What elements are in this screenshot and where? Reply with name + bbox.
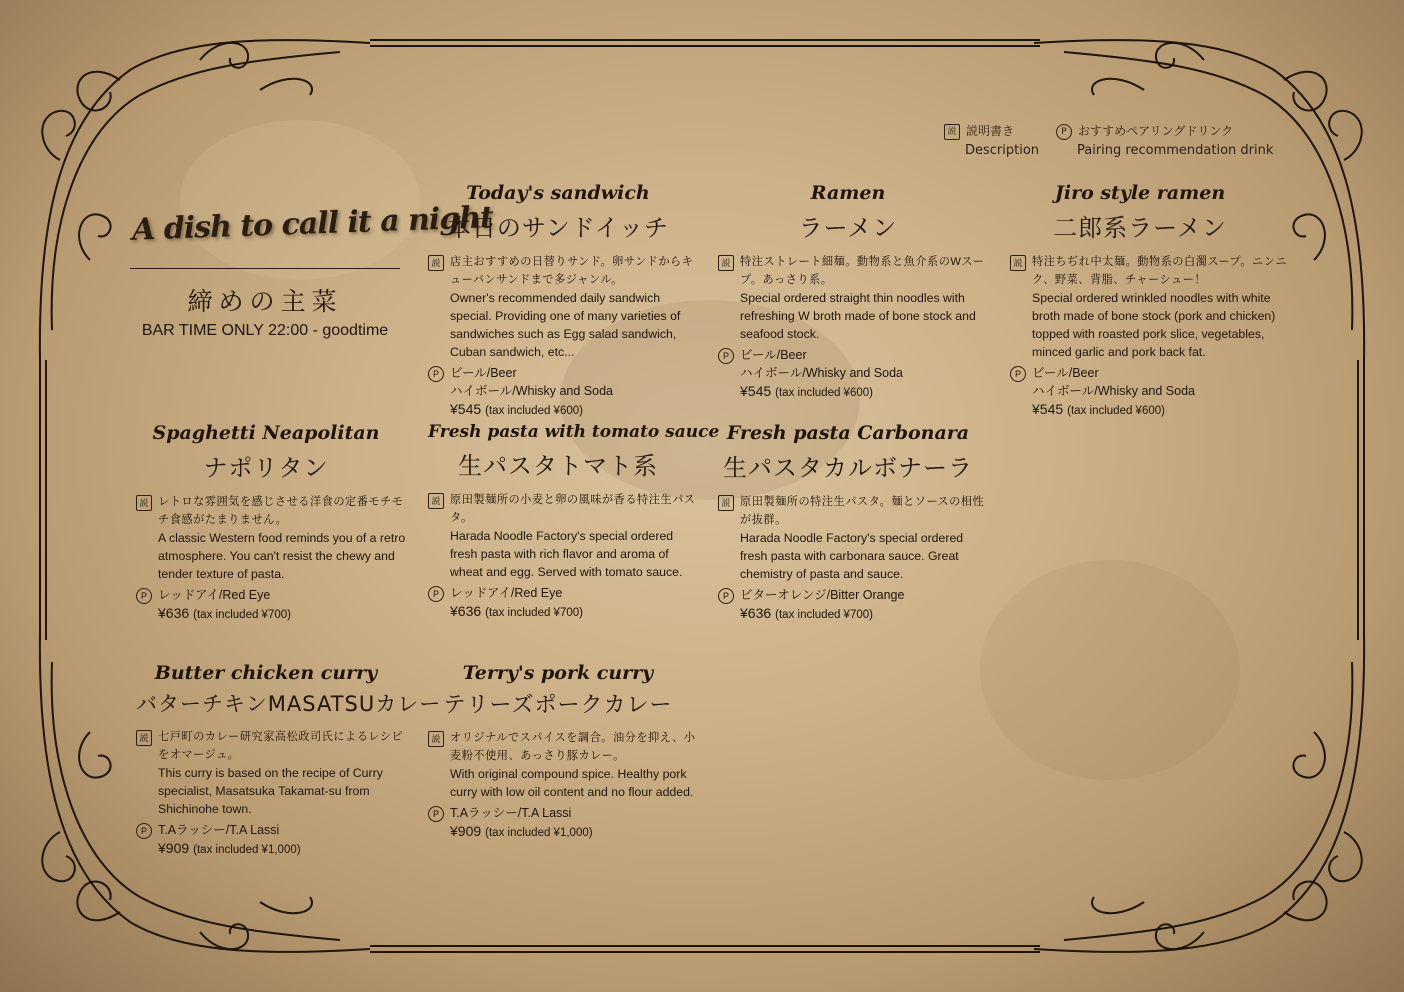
pairing-icon: P [718,588,734,604]
description-icon: 説 [1010,255,1026,271]
menu-item-terrys-pork-curry [428,662,698,842]
description-en: A classic Western food reminds you of a retro atmosphere. You can't resist the chewy and tender texture of pasta. [158,531,406,581]
item-name-en: Jiro style ramen [1054,182,1226,204]
item-name-jp: 生パスタトマト系 [458,452,658,480]
item-price [1032,400,1195,420]
description-icon: 説 [718,495,734,511]
legend-description-jp: 説明書き [966,124,1015,138]
item-name-jp: ラーメン [798,214,898,242]
description-en: With original compound spice. Healthy pork curry with low oil content and no flour added. [450,767,694,799]
legend-pairing [1056,122,1273,158]
legend-pairing-en: Pairing recommendation drink [1077,142,1274,158]
item-name-en: Today's sandwich [466,182,650,204]
title-divider [130,268,400,269]
item-pairing [428,364,698,420]
corner-flourish-bottom-right [1034,632,1364,952]
description-icon: 説 [718,255,734,271]
legend-pairing-jp: おすすめペアリングドリンク [1078,124,1234,138]
pairing-drink-2: ハイボール/Whisky and Soda [450,384,613,398]
price-value: ¥636 [158,605,190,621]
item-name-en: Fresh pasta Carbonara [726,422,970,444]
item-name-jp: ナポリタン [203,454,329,482]
price-value: ¥545 [1032,401,1064,417]
item-price [158,604,291,624]
item-pairing [718,346,988,402]
pairing-icon: P [428,586,444,602]
item-price [740,604,904,624]
menu-item-ramen [718,182,988,402]
description-jp: 原田製麺所の特注生パスタ。麺とソースの相性が抜群。 [740,496,985,526]
item-name-en: Fresh pasta with tomato sauce [428,422,720,442]
pairing-drink-2: ハイボール/Whisky and Soda [1032,384,1195,398]
price-value: ¥909 [158,840,190,856]
item-description [428,491,698,581]
item-pairing [428,804,698,842]
menu-item-fresh-pasta-tomato [428,422,720,622]
item-price [450,400,613,420]
price-value: ¥636 [740,605,772,621]
pairing-drink: ビール/Beer [740,348,807,362]
pairing-icon: P [718,348,734,364]
description-en: Harada Noodle Factory's special ordered fresh pasta with carbonara sauce. Great chemistry of pasta and sauce. [740,531,964,581]
price-value: ¥909 [450,823,482,839]
description-en: Owner's recommended daily sandwich special. Providing one of many varieties of sandwiches such as Egg salad sandwich, Cuban sandwich, etc... [450,291,681,359]
price-value: ¥545 [740,383,772,399]
description-jp: オリジナルでスパイスを調合。油分を抑え、小麦粉不使用、あっさり豚カレー。 [450,732,696,762]
price-tax: (tax included ¥1,000) [485,827,593,839]
item-description [718,253,988,343]
item-price [740,382,903,402]
pairing-icon: P [1056,124,1072,140]
price-tax: (tax included ¥600) [485,405,583,417]
price-tax: (tax included ¥600) [775,387,873,399]
item-name-en: Terry's pork curry [462,662,654,684]
pairing-icon: P [428,366,444,382]
item-name-en: Spaghetti Neapolitan [152,422,380,444]
description-en: This curry is based on the recipe of Curry specialist, Masatsuka Takamat-su from Shichinohe town. [158,766,383,816]
description-icon: 説 [136,730,152,746]
bar-time: BAR TIME ONLY 22:00 - goodtime [141,322,389,339]
price-tax: (tax included ¥600) [1067,405,1165,417]
price-tax: (tax included ¥700) [775,609,873,621]
pairing-drink-2: ハイボール/Whisky and Soda [740,366,903,380]
item-name-jp: テリーズポークカレー [443,693,673,718]
item-name-en: Butter chicken curry [154,662,378,684]
description-icon: 説 [428,731,444,747]
item-name-jp: 二郎系ラーメン [1053,214,1227,242]
price-tax: (tax included ¥1,000) [193,844,301,856]
description-jp: 店主おすすめの日替りサンド。卵サンドからキューバンサンドまで多ジャンル。 [450,256,694,286]
price-value: ¥636 [450,603,482,619]
item-pairing [136,586,406,624]
description-en: Special ordered straight thin noodles with refreshing W broth made of bone stock and seafood stock. [740,291,976,341]
description-en: Special ordered wrinkled noodles with white broth made of bone stock (pork and chicken) topped with roasted pork slice, vegetables, minced garlic and pork back fat. [1032,291,1276,359]
item-name-jp: 生パスタカルボナーラ [723,454,973,482]
item-pairing [718,586,988,624]
item-description [1010,253,1300,361]
page-title: A dish to call it a night [131,200,494,248]
description-icon: 説 [944,124,960,140]
description-jp: 特注ストレート細麺。動物系と魚介系のWスープ。あっさり系。 [740,256,985,286]
menu-item-todays-sandwich [428,182,698,420]
description-icon: 説 [428,493,444,509]
item-name-en: Ramen [810,182,886,204]
pairing-drink: T.Aラッシー/T.A Lassi [450,806,572,820]
price-tax: (tax included ¥700) [485,607,583,619]
menu-item-fresh-pasta-carbonara [718,422,988,624]
item-pairing [136,821,406,859]
pairing-icon: P [428,806,444,822]
pairing-drink: レッドアイ/Red Eye [450,586,563,600]
description-jp: 原田製麺所の小麦と卵の風味が香る特注生パスタ。 [450,494,696,524]
item-price [450,602,583,622]
item-price [450,822,593,842]
pairing-icon: P [136,823,152,839]
item-price [158,839,301,859]
item-description [136,728,406,818]
pairing-icon: P [136,588,152,604]
item-description [428,729,698,801]
legend-description-en: Description [965,142,1040,158]
page-title-jp: 締めの主菜 [187,287,343,316]
pairing-drink: ビール/Beer [450,366,517,380]
pairing-drink: ビターオレンジ/Bitter Orange [740,588,905,602]
price-tax: (tax included ¥700) [193,609,291,621]
description-en: Harada Noodle Factory's special ordered fresh pasta with rich flavor and aroma of wheat and egg. Served with tomato sauce. [450,529,683,579]
item-pairing [428,584,698,622]
description-icon: 説 [428,255,444,271]
item-name-jp: 本日のサンドイッチ [446,214,670,242]
item-description [428,253,698,361]
description-icon: 説 [136,495,152,511]
menu-item-spaghetti-neapolitan [136,422,406,624]
legend-description [944,122,1039,158]
item-pairing [1010,364,1300,420]
price-value: ¥545 [450,401,482,417]
pairing-drink: T.Aラッシー/T.A Lassi [158,823,280,837]
menu-item-jiro-style-ramen [1010,182,1300,420]
item-description [136,493,406,583]
pairing-icon: P [1010,366,1026,382]
description-jp: レトロな雰囲気を感じさせる洋食の定番モチモチ食感がたまりません。 [158,496,404,526]
pairing-drink: レッドアイ/Red Eye [158,588,271,602]
item-description [718,493,988,583]
description-jp: 七戸町のカレー研究家高松政司氏によるレシピをオマージュ。 [158,731,404,761]
pairing-drink: ビール/Beer [1032,366,1099,380]
description-jp: 特注ちぢれ中太麺。動物系の白濁スープ。ニンニク、野菜、背脂、チャーシュー！ [1032,256,1288,286]
menu-item-butter-chicken-curry [136,662,442,859]
item-name-jp: バターチキンMASATSUカレー [136,692,442,716]
